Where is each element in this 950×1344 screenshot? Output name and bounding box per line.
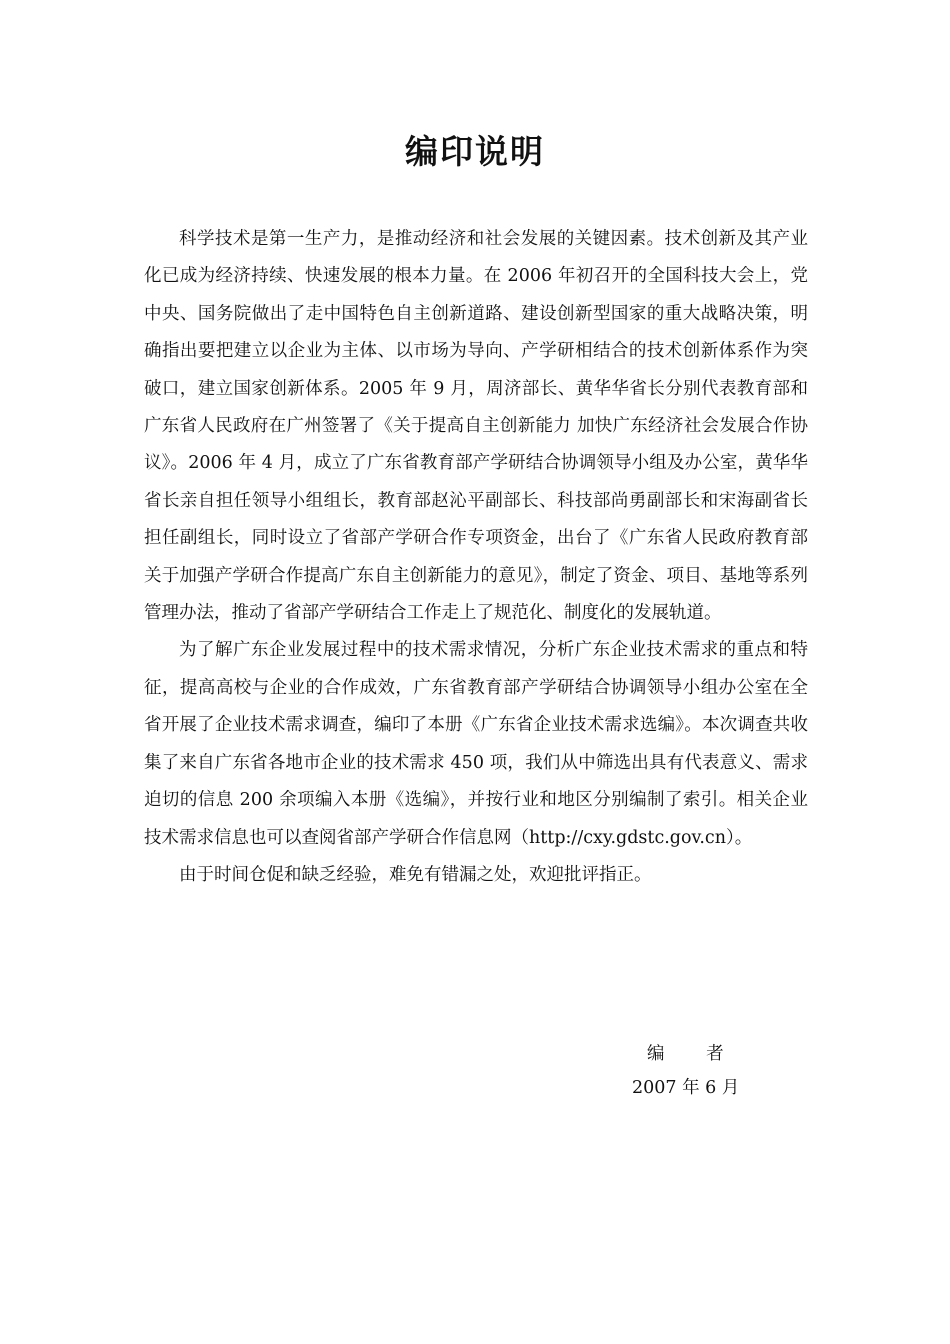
document-body [144,221,808,894]
paragraph-background: 科学技术是第一生产力，是推动经济和社会发展的关键因素。技术创新及其产业化已成为经济持续、快速发展的根本力量。在 2006 年初召开的全国科技大会上，党中央、国务院做出了走中国特色自主创新道路、建设创新型国家的重大战略决策，明确指出要把建立以企业为主体、以市场为导向、产学研相结合的技术创新体系作为突破口，建立国家创新体系。2005 年 9 月，周济部长、黄华华省长分别代表教育部和广东省人民政府在广州签署了《关于提高自主创新能力 加快广东经济社会发展合作协议》。2006 年 4 月，成立了广东省教育部产学研结合协调领导小组及办公室，黄华华省长亲自担任领导小组组长，教育部赵沁平副部长、科技部尚勇副部长和宋海副省长担任副组长，同时设立了省部产学研合作专项资金，出台了《广东省人民政府教育部关于加强产学研合作提高广东自主创新能力的意见》，制定了资金、项目、基地等系列管理办法，推动了省部产学研结合工作走上了规范化、制度化的发展轨道。 [144,229,808,624]
signature-date: 2007 年 6 月 [632,1078,740,1098]
paragraph-purpose: 为了解广东企业发展过程中的技术需求情况，分析广东企业技术需求的重点和特征，提高高校与企业的合作成效，广东省教育部产学研结合协调领导小组办公室在全省开展了企业技术需求调查，编印了本册《广东省企业技术需求选编》。本次调查共收集了来自广东省各地市企业的技术需求 450 项，我们从中筛选出具有代表意义、需求迫切的信息 200 余项编入本册《选编》，并按行业和地区分别编制了索引。相关企业技术需求信息也可以查阅省部产学研合作信息网（http://cxy.gdstc.gov.cn）。 [144,640,808,848]
page-title: 编印说明 [405,132,545,171]
signature-author: 编 者 [647,1044,742,1064]
paragraph-closing: 由于时间仓促和缺乏经验，难免有错漏之处，欢迎批评指正。 [179,864,652,885]
